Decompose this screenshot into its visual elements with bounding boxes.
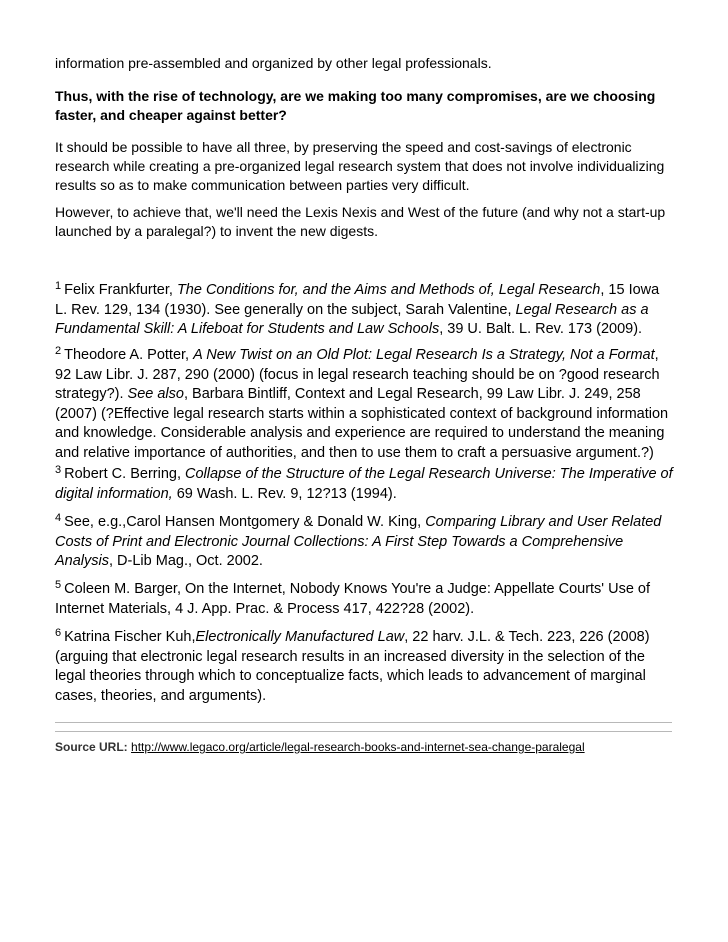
body-paragraph-3: However, to achieve that, we'll need the Lexis Nexis and West of the future (and why not a start-up launched by a paralegal?) to invent the new digests. — [55, 204, 666, 239]
divider-bottom — [55, 731, 672, 732]
source-url-link[interactable]: http://www.legaco.org/article/legal-research-books-and-internet-sea-change-paralegal — [131, 740, 585, 754]
footnote-4: $^4$ See, e.g.,Carol Hansen Montgomery & Donald W. King, Comparing Library and User Related Costs of Print and Electronic Journal Collections: A First Step Towards a Comprehensive Analysis, D-Lib Mag., Oct. 2002. — [55, 512, 662, 569]
body-paragraph-2: It should be possible to have all three, by preserving the speed and cost-savings of electronic research while creating a pre-organized legal research system that does not involve individualizing results so as to make communication between parties very difficult. — [55, 139, 665, 193]
footnote-number: 5 — [55, 579, 62, 591]
source-label: Source URL: — [55, 740, 128, 754]
footnote-number: 3 — [55, 464, 62, 476]
footnote-number: 1 — [55, 280, 62, 292]
body-paragraph-question: Thus, with the rise of technology, are we making too many compromises, are we choosing faster, and cheaper against better? — [55, 88, 656, 123]
body-paragraph-0: information pre-assembled and organized by other legal professionals. — [55, 55, 492, 71]
divider-top — [55, 722, 672, 723]
footnote-5: $^5$ Coleen M. Barger, On the Internet, Nobody Knows You're a Judge: Appellate Courts' Use of Internet Materials, 4 J. App. Prac. & Process 417, 422?28 (2002). — [55, 579, 651, 617]
footnote-number: 2 — [55, 345, 62, 357]
source-line — [55, 739, 585, 755]
footnote-2: $^2$ Theodore A. Potter, A New Twist on an Old Plot: Legal Research Is a Strategy, Not a Format, 92 Law Libr. J. 287, 290 (2000) (focus in legal research teaching should be on ?good research strategy?). See also, Barbara Bintliff, Context and Legal Research, 99 Law Libr. J. 249, 258 (2007) (?Effective legal research starts within a sophisticated context of background information and knowledge. Considerable analysis and experience are required to understand the meaning and relative importance of authorities, and then to use them to craft a persuasive argument.?) — [55, 345, 669, 461]
footnote-6: $^6$ Katrina Fischer Kuh,Electronically Manufactured Law, 22 harv. J.L. & Tech. 223, 226 (2008) (arguing that electronic legal research results in an increased diversity in the selection of the legal theories through which to conceptualize facts, which leads to advancement of marginal cases, theories, and arguments). — [55, 627, 650, 704]
footnote-number: 6 — [55, 627, 62, 639]
footnote-3: $^3$ Robert C. Berring, Collapse of the Structure of the Legal Research Universe: The Imperative of digital information, 69 Wash. L. Rev. 9, 12?13 (1994). — [55, 464, 673, 502]
footnote-number: 4 — [55, 512, 62, 524]
footnote-1: $^1$ Felix Frankfurter, The Conditions for, and the Aims and Methods of, Legal Research, 15 Iowa L. Rev. 129, 134 (1930). See generally on the subject, Sarah Valentine, Legal Research as a Fundamental Skill: A Lifeboat for Students and Law Schools, 39 U. Balt. L. Rev. 173 (2009). — [55, 280, 660, 337]
